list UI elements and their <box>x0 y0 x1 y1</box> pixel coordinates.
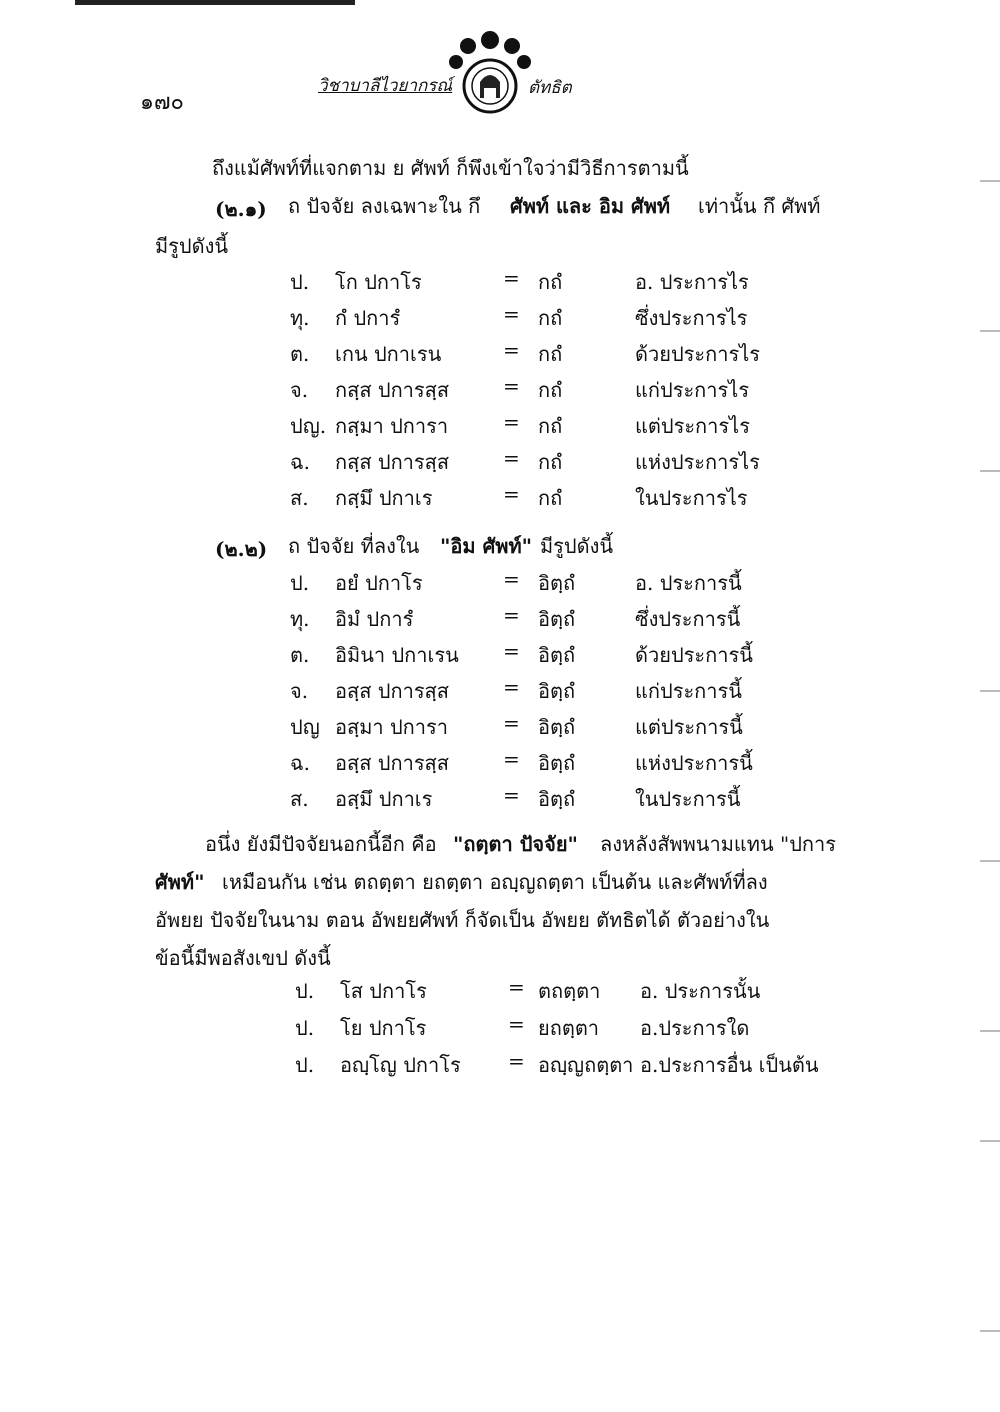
row-case: ส. <box>290 787 309 811</box>
row-case: จ. <box>290 378 309 402</box>
row-meaning: แก่ประการไร <box>635 378 750 402</box>
paragraph-text: อนึ่ง ยังมีปัจจัยนอกนี้อีก คือ <box>205 832 437 856</box>
book-title: วิชาบาลีไวยากรณ์ <box>318 76 453 96</box>
row-meaning: แห่งประการนี้ <box>635 751 753 775</box>
row-meaning: แก่ประการนี้ <box>635 679 742 703</box>
row-equals: = <box>508 1049 525 1073</box>
row-pali: อิมํ ปการํ <box>335 607 414 631</box>
row-pali: โส ปกาโร <box>340 979 427 1003</box>
row-result: กถํ <box>538 270 563 294</box>
row-case: ฉ. <box>290 450 310 474</box>
row-pali: อญฺโญ ปกาโร <box>340 1053 461 1077</box>
row-case: ป. <box>295 979 315 1003</box>
paragraph-text: อัพยย ปัจจัยในนาม ตอน อัพยยศัพท์ ก็จัดเป็น อัพยย ตัทธิตได้ ตัวอย่างใน <box>155 908 770 932</box>
row-result: อิตฺถํ <box>538 607 576 631</box>
row-equals: = <box>503 675 520 699</box>
section-text: มีรูปดังนี้ <box>540 534 614 558</box>
paragraph-text: ลงหลังสัพพนามแทน "ปการ <box>600 832 836 856</box>
row-case: ต. <box>290 643 310 667</box>
row-equals: = <box>503 302 520 326</box>
row-case: ป. <box>290 270 310 294</box>
row-result: อิตฺถํ <box>538 679 576 703</box>
row-pali: กสฺมึ ปกาเร <box>335 486 433 510</box>
row-meaning: อ.ประการใด <box>640 1016 750 1040</box>
row-case: ป. <box>295 1053 315 1077</box>
section-text: เท่านั้น กึ ศัพท์ <box>698 194 821 218</box>
university-seal-logo <box>440 24 540 124</box>
section-text: ถ ปัจจัย ลงเฉพาะใน กึ <box>288 194 481 218</box>
row-pali: อยํ ปกาโร <box>335 571 423 595</box>
row-pali: อสฺมึ ปกาเร <box>335 787 433 811</box>
row-result: ตถตฺตา <box>538 979 601 1003</box>
intro-text: ถึงแม้ศัพท์ที่แจกตาม ย ศัพท์ ก็พึงเข้าใจว่ามีวิธีการตามนี้ <box>212 156 689 180</box>
row-case: ทุ. <box>290 607 310 631</box>
row-meaning: ด้วยประการไร <box>635 342 760 366</box>
row-meaning: อ. ประการนั้น <box>640 979 761 1003</box>
row-meaning: ซึ่งประการไร <box>635 306 748 330</box>
row-result: อิตฺถํ <box>538 571 576 595</box>
row-meaning: อ. ประการนี้ <box>635 571 742 595</box>
row-pali: อิมินา ปกาเรน <box>335 643 459 667</box>
row-result: อิตฺถํ <box>538 787 576 811</box>
section-text: ถ ปัจจัย ที่ลงใน <box>288 534 420 558</box>
row-meaning: แห่งประการไร <box>635 450 760 474</box>
row-result: กถํ <box>538 414 563 438</box>
paragraph-text-bold: "ถตฺตา ปัจจัย" <box>453 832 578 856</box>
row-equals: = <box>503 603 520 627</box>
row-case: ต. <box>290 342 310 366</box>
row-equals: = <box>503 338 520 362</box>
row-pali: อสฺมา ปการา <box>335 715 448 739</box>
row-pali: โย ปกาโร <box>340 1016 427 1040</box>
paragraph-text-bold: ศัพท์" <box>155 870 205 894</box>
row-result: อิตฺถํ <box>538 643 576 667</box>
row-equals: = <box>503 639 520 663</box>
page-number: ๑๗๐ <box>140 90 184 115</box>
row-pali: กสฺส ปการสฺส <box>335 450 450 474</box>
row-equals: = <box>503 783 520 807</box>
row-meaning: ซึ่งประการนี้ <box>635 607 741 631</box>
section-number: (๒.๒) <box>215 537 268 561</box>
row-pali: กํ ปการํ <box>335 306 401 330</box>
row-equals: = <box>503 410 520 434</box>
row-meaning: แต่ประการไร <box>635 414 750 438</box>
row-case: จ. <box>290 679 309 703</box>
row-result: อิตฺถํ <box>538 751 576 775</box>
row-result: อญฺญถตฺตา <box>538 1053 634 1077</box>
row-meaning: ในประการนี้ <box>635 787 741 811</box>
row-meaning: แต่ประการนี้ <box>635 715 743 739</box>
row-pali: กสฺมา ปการา <box>335 414 449 438</box>
scan-edge-marks <box>978 0 1000 1412</box>
row-result: อิตฺถํ <box>538 715 576 739</box>
row-meaning: ด้วยประการนี้ <box>635 643 753 667</box>
row-case: ป. <box>295 1016 315 1040</box>
paragraph-text: ข้อนี้มีพอสังเขป ดังนี้ <box>155 946 331 970</box>
row-result: กถํ <box>538 378 563 402</box>
row-result: กถํ <box>538 306 563 330</box>
row-case: ส. <box>290 486 309 510</box>
section-text-bold: ศัพท์ และ อิม ศัพท์ <box>510 194 671 218</box>
row-equals: = <box>503 482 520 506</box>
row-meaning: อ.ประการอื่น เป็นต้น <box>640 1053 819 1077</box>
section-number: (๒.๑) <box>215 197 267 221</box>
row-pali: อสฺส ปการสฺส <box>335 679 449 703</box>
row-meaning: ในประการไร <box>635 486 748 510</box>
row-equals: = <box>503 747 520 771</box>
row-pali: โก ปกาโร <box>335 270 422 294</box>
row-equals: = <box>508 975 525 999</box>
book-author: ตัทธิต <box>528 78 572 98</box>
row-equals: = <box>508 1012 525 1036</box>
row-case: ทุ. <box>290 306 310 330</box>
row-equals: = <box>503 446 520 470</box>
row-pali: กสฺส ปการสฺส <box>335 378 450 402</box>
row-case: ปญ <box>290 715 320 739</box>
row-equals: = <box>503 266 520 290</box>
row-equals: = <box>503 711 520 735</box>
page-header <box>0 0 1000 130</box>
row-meaning: อ. ประการไร <box>635 270 749 294</box>
row-result: กถํ <box>538 450 563 474</box>
row-result: ยถตฺตา <box>538 1016 600 1040</box>
row-equals: = <box>503 374 520 398</box>
row-result: กถํ <box>538 486 563 510</box>
section-text-bold: "อิม ศัพท์" <box>440 534 533 558</box>
row-pali: อสฺส ปการสฺส <box>335 751 449 775</box>
section-text: มีรูปดังนี้ <box>155 234 229 258</box>
row-pali: เกน ปกาเรน <box>335 342 442 366</box>
row-case: ฉ. <box>290 751 310 775</box>
paragraph-text: เหมือนกัน เช่น ตถตฺตา ยถตฺตา อญฺญถตฺตา เป็นต้น และศัพท์ที่ลง <box>222 870 768 894</box>
row-case: ป. <box>290 571 310 595</box>
row-equals: = <box>503 567 520 591</box>
row-case: ปญ. <box>290 414 327 438</box>
row-result: กถํ <box>538 342 563 366</box>
